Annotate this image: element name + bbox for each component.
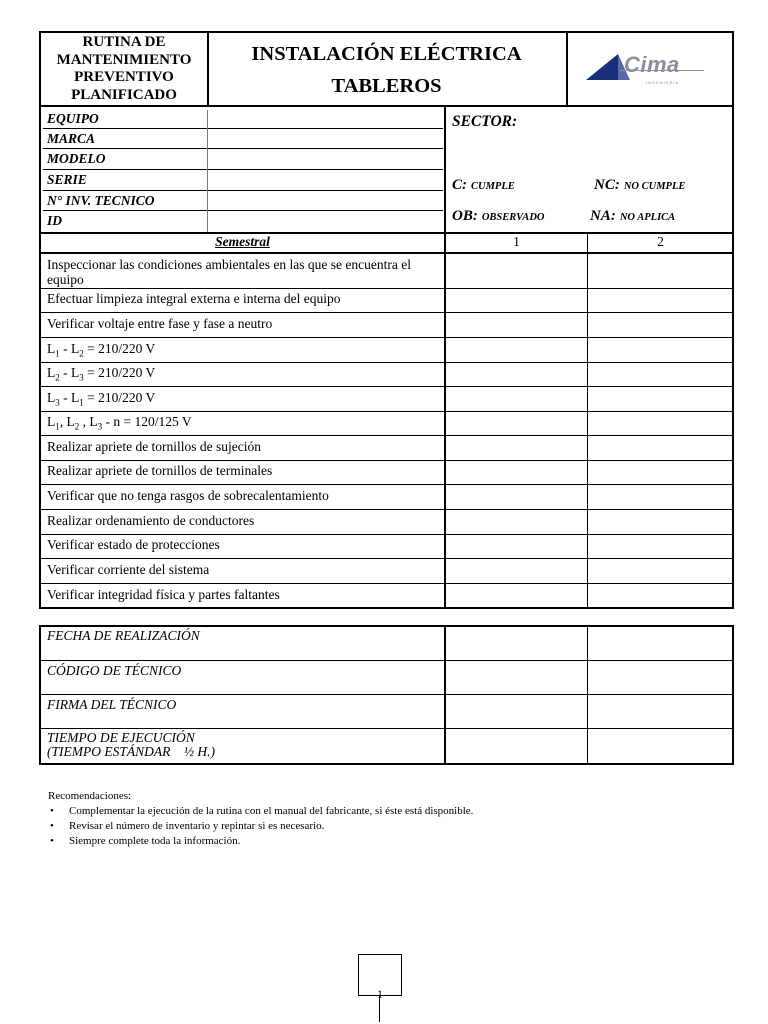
legend-item: C: CUMPLE xyxy=(452,177,515,193)
field-label: SERIE xyxy=(47,172,87,187)
visit-column-2: 2 xyxy=(657,234,664,249)
task-row: $L_1$, $L_2$ , $L_3 - n = 120/125$ V xyxy=(47,414,192,432)
task-row: Verificar estado de protecciones xyxy=(47,537,220,552)
logo-text: Cima xyxy=(624,52,680,77)
company-logo xyxy=(584,48,708,88)
sector-label: SECTOR: xyxy=(452,113,518,130)
technician-code-label: CÓDIGO DE TÉCNICO xyxy=(47,663,182,678)
standard-time-label: (TIEMPO ESTÁNDAR ½ H.) xyxy=(47,744,215,759)
execution-time-label: TIEMPO DE EJECUCIÓN xyxy=(47,730,195,745)
recommendations xyxy=(48,789,738,849)
task-row: $L_1 - L_2 = 210/220$ V xyxy=(47,341,156,359)
schedule-label: Semestral xyxy=(215,234,270,249)
task-row: Realizar apriete de tornillos de sujeción xyxy=(47,439,262,454)
page-title: INSTALACIÓN ELÉCTRICA TABLEROS xyxy=(251,43,522,97)
technician-signature-label: FIRMA DEL TÉCNICO xyxy=(47,697,177,712)
task-row: Inspeccionar las condiciones ambientales en las que se encuentra el equipo xyxy=(47,257,411,287)
task-row: Verificar corriente del sistema xyxy=(47,562,210,577)
field-label: N° INV. TECNICO xyxy=(47,193,155,208)
task-row: Verificar integridad física y partes faltantes xyxy=(47,587,280,602)
visit-column-1: 1 xyxy=(513,234,520,249)
list-item: • Siempre complete toda la información. xyxy=(50,835,241,847)
list-item: • Complementar la ejecución de la rutina con el manual del fabricante, si éste está disponible. xyxy=(50,805,474,817)
routine-title: RUTINA DE MANTENIMIENTO PREVENTIVO PLANIFICADO xyxy=(56,34,192,103)
legend-item: NA: NO APLICA xyxy=(590,208,676,224)
recommendations-title: Recomendaciones: xyxy=(48,790,132,802)
logo-tagline: INGENIERÍA xyxy=(646,80,680,85)
task-row: Realizar apriete de tornillos de terminales xyxy=(47,463,273,478)
task-row: $L_2 - L_3 = 210/220$ V xyxy=(47,365,156,383)
field-label: ID xyxy=(47,213,63,228)
field-label: EQUIPO xyxy=(47,111,99,126)
list-item: • Revisar el número de inventario y repintar si es necesario. xyxy=(50,820,325,832)
date-field-label: FECHA DE REALIZACIÓN xyxy=(47,628,200,643)
legend-item: NC: NO CUMPLE xyxy=(594,177,686,193)
task-row: $L_3 - L_1 = 210/220$ V xyxy=(47,390,156,408)
task-row: Realizar ordenamiento de conductores xyxy=(47,513,255,528)
task-row: Efectuar limpieza integral externa e interna del equipo xyxy=(47,291,341,306)
field-label: MODELO xyxy=(47,151,106,166)
task-row: Verificar que no tenga rasgos de sobrecalentamiento xyxy=(47,488,329,503)
page-number: 1 xyxy=(377,987,383,1001)
field-label: MARCA xyxy=(47,131,96,146)
legend-item: OB: OBSERVADO xyxy=(452,208,545,224)
task-row: Verificar voltaje entre fase y fase a neutro xyxy=(47,316,273,331)
